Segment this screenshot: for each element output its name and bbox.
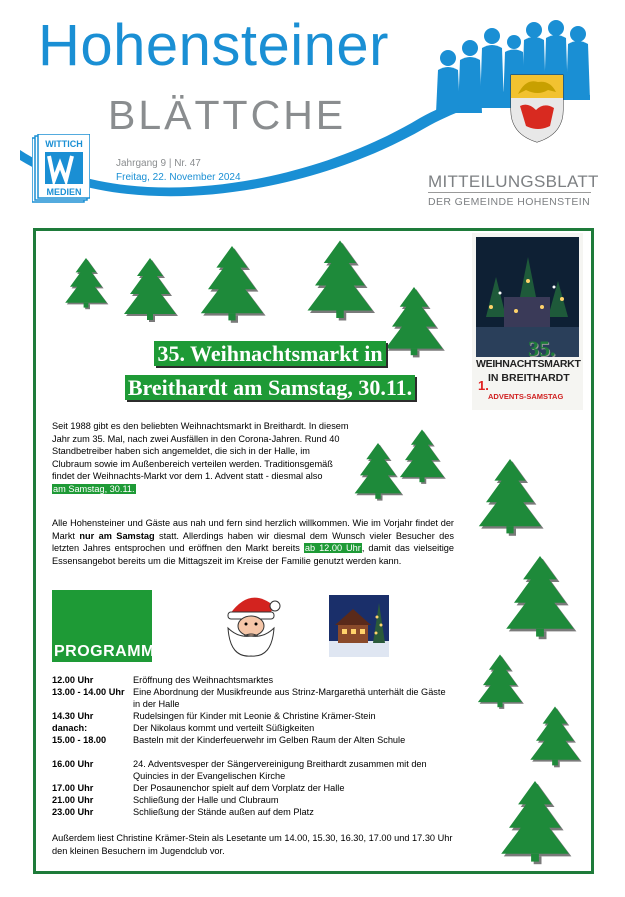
headline-line-1: 35. Weihnachtsmarkt in (154, 341, 385, 366)
christmas-tree-icon (479, 459, 544, 536)
poster-line-4: ADVENTS-SAMSTAG (488, 392, 564, 401)
section-subtitle: DER GEMEINDE HOHENSTEIN (428, 196, 591, 208)
outro-paragraph: Außerdem liest Christine Krämer-Stein als Lesetante um 14.00, 15.30, 16.30, 17.00 und 17.30 Uhr den kleinen Besuchern im Jugendclub vor. (52, 833, 453, 856)
program-time: 16.00 Uhr (52, 759, 94, 769)
christmas-tree-icon (400, 430, 446, 484)
poster-number: 35. (528, 336, 556, 361)
christmas-tree-icon (478, 655, 524, 709)
program-description: 24. Adventsvesper der Sängervereinigung Breithardt zusammen mit den Quincies in der Evangelischen Kirche (133, 759, 427, 781)
christmas-tree-icon (308, 241, 376, 321)
program-description: Eröffnung des Weihnachtsmarktes (133, 675, 274, 685)
program-time: 17.00 Uhr (52, 783, 94, 793)
issue-date: Freitag, 22. November 2024 (116, 172, 241, 183)
program-description: Schließung der Stände außen auf dem Platz (133, 807, 314, 817)
publication-title: Hohensteiner (38, 13, 389, 78)
issue-number: Jahrgang 9 | Nr. 47 (116, 158, 201, 169)
poster-line-2: IN BREITHARDT (488, 372, 570, 384)
poster-line-1: WEIHNACHTSMARKT (476, 358, 581, 370)
program-description: Basteln mit der Kinderfeuerwehr im Gelben Raum der Alten Schule (133, 735, 406, 745)
headline-line-2: Breithardt am Samstag, 30.11. (125, 375, 415, 400)
intro-highlight: am Samstag, 30.11. (53, 483, 135, 494)
intro-paragraph (52, 420, 352, 496)
welcome-highlight: ab 12.00 Uhr (304, 543, 361, 554)
christmas-tree-icon (201, 246, 266, 323)
program-description: Der Posaunenchor spielt auf dem Vorplatz der Halle (133, 783, 345, 793)
program-title: PROGRAMM: (54, 643, 161, 660)
intro-text: Seit 1988 gibt es den beliebten Weihnachtsmarkt in Breithardt. In diesem Jahr zum 35. Mal, nach zwei Ausfällen in den Corona-Jahren. Rund 40 Standbetreiber haben sich angemeldet, die sich in der Halle, im Clubraum sowie im Außenbereich verteilen werden. Traditionsgemäß findet der Weihnachts-Markt vor dem 1. Advent statt - diesmal also (52, 421, 349, 482)
program-time: 14.30 Uhr (52, 711, 94, 721)
program-description: Rudelsingen für Kinder mit Leonie & Christine Krämer-Stein (133, 711, 376, 721)
program-time: 15.00 - 18.00 (52, 735, 107, 745)
program-description: Schließung der Halle und Clubraum (133, 795, 279, 805)
medien-text: MEDIEN (46, 187, 82, 197)
program-time: 23.00 Uhr (52, 807, 94, 817)
program-time: 21.00 Uhr (52, 795, 94, 805)
santa-illustration (220, 592, 282, 658)
night-house-photo (329, 595, 389, 657)
welcome-paragraph (52, 517, 454, 567)
christmas-tree-icon (355, 443, 404, 501)
christmas-tree-icon (501, 781, 571, 864)
welcome-text-1: Alle Hohensteiner und Gäste aus nah und fern sind herzlich willkommen. Wie im Vorjahr findet der Markt (52, 518, 454, 541)
christmas-tree-icon (530, 707, 581, 768)
section-title: MITTEILUNGSBLATT (428, 172, 599, 191)
welcome-bold: nur am Samstag (79, 530, 155, 541)
poster-line-3: 1. (478, 378, 489, 393)
program-description: Eine Abordnung der Musikfreunde aus Strinz-Margarethä unterhält die Gäste in der Halle (133, 687, 446, 709)
program-description: Der Nikolaus kommt und verteilt Süßigkeiten (133, 723, 315, 733)
wittich-text: WITTICH (45, 139, 83, 149)
program-time: 12.00 Uhr (52, 675, 94, 685)
program-time: 13.00 - 14.00 Uhr (52, 687, 125, 697)
program-time: danach: (52, 723, 88, 733)
welcome-text-3: , damit das vielseitige Essensangebot bereits um die Mittagszeit im Kreise der Familie genutzt werden kann. (52, 543, 454, 566)
publication-subtitle: BLÄTTCHE (108, 92, 347, 138)
headline (40, 340, 500, 402)
christmas-tree-icon (65, 258, 108, 309)
welcome-text-2: statt. Allerdings haben wir diesmal dem Wunsch vieler Besucher des letzten Jahres entsprochen und eröffnen den Markt bereits (52, 530, 454, 554)
christmas-tree-icon (124, 258, 178, 322)
christmas-tree-icon (506, 556, 576, 639)
